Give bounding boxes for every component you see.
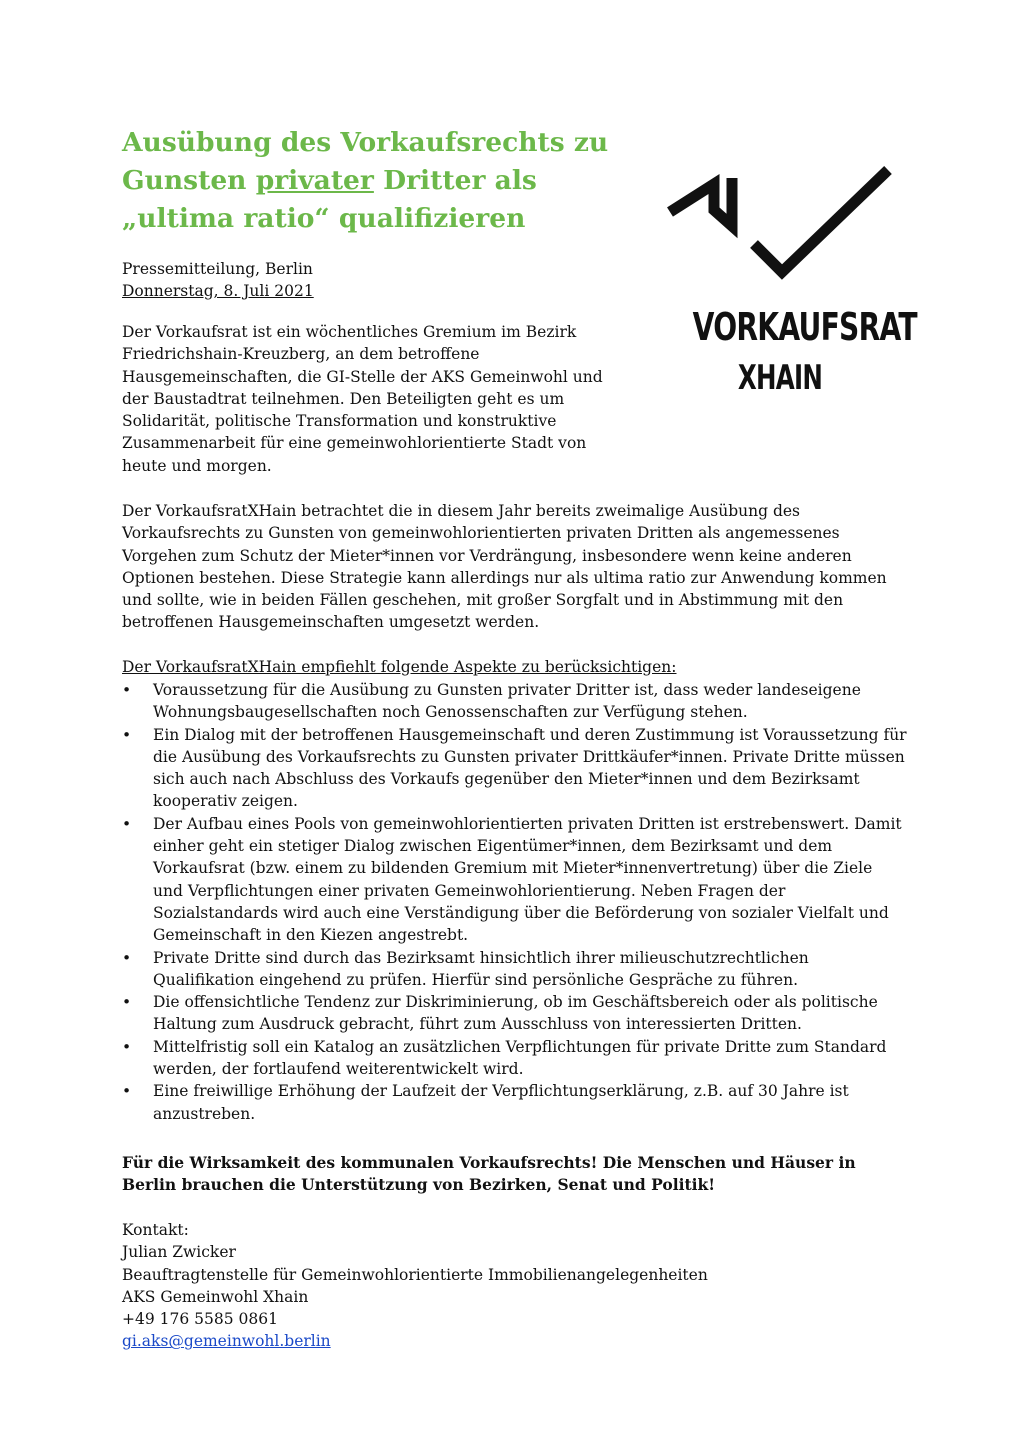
list-item: • Ein Dialog mit der betroffenen Hausgemeinschaft und deren Zustimmung ist Voraussetzung für die Ausübung des Vorkaufsrechts zu Gunsten privater Drittkäufer*innen. Private Dritte müssen sich auch nach Abschluss des Vorkaufs gegenüber den Mieter*innen und dem Bezirksamt kooperativ zeigen. <box>122 724 907 813</box>
list-item: • Eine freiwillige Erhöhung der Laufzeit der Verpflichtungserklärung, z.B. auf 30 Jahre ist anzustreben. <box>122 1080 907 1125</box>
title-line-2-end: Dritter als <box>373 165 537 196</box>
list-item: • Voraussetzung für die Ausübung zu Gunsten privater Dritter ist, dass weder landeseigene Wohnungsbaugesellschaften noch Genossenschaften zur Verfügung stehen. <box>122 679 907 724</box>
press-source: Pressemitteilung, Berlin <box>122 260 313 278</box>
aspects-heading: Der VorkaufsratXHain empfiehlt folgende Aspekte zu berücksichtigen: <box>122 658 677 676</box>
intro-paragraph: Der Vorkaufsrat ist ein wöchentliches Gremium im Bezirk Friedrichshain-Kreuzberg, an dem betroffene Hausgemeinschaften, die GI-Stelle der AKS Gemeinwohl und der Baustadtrat teilnehmen. Den Beteiligten geht es um Solidarität, politische Transformation und konstruktive Zusammenarbeit für eine gemeinwohlorientierte Stadt von heute und morgen. <box>122 323 603 475</box>
checkmark-logo-icon <box>662 162 898 292</box>
list-item: • Mittelfristig soll ein Katalog an zusätzlichen Verpflichtungen für private Dritte zum Standard werden, der fortlaufend weiterentwickelt wird. <box>122 1036 907 1081</box>
press-meta <box>122 258 314 303</box>
vorkaufsrat-logo <box>662 162 917 402</box>
press-date: Donnerstag, 8. Juli 2021 <box>122 282 314 301</box>
contact-phone: +49 176 5585 0861 <box>122 1310 278 1329</box>
title-underlined-word: privater <box>255 165 374 196</box>
contact-email-link[interactable]: gi.aks@gemeinwohl.berlin <box>122 1332 331 1351</box>
list-item: • Der Aufbau eines Pools von gemeinwohlorientierten privaten Dritten ist erstrebenswert. Damit einher geht ein stetiger Dialog zwischen Eigentümer*innen, dem Bezirksamt und dem Vorkaufsrat (bzw. einem zu bildenden Gremium mit Mieter*innenvertretung) über die Ziele und Verpflichtungen einer privaten Gemeinwohlorientierung. Neben Fragen der Sozialstandards wird auch eine Verständigung über die Beförderung von sozialer Vielfalt und Gemeinschaft in den Kiezen angestrebt. <box>122 813 907 947</box>
list-item: • Die offensichtliche Tendenz zur Diskriminierung, ob im Geschäftsbereich oder als politische Haltung zum Ausdruck gebracht, führt zum Ausschluss von interessierten Dritten. <box>122 991 907 1036</box>
contact-role: Beauftragtenstelle für Gemeinwohlorientierte Immobilienangelegenheiten <box>122 1265 708 1284</box>
contact-org: AKS Gemeinwohl Xhain <box>122 1287 309 1306</box>
logo-text-xhain: XHAIN <box>737 358 823 398</box>
aspects-list <box>122 679 907 1125</box>
closing-statement: Für die Wirksamkeit des kommunalen Vorkaufsrechts! Die Menschen und Häuser in Berlin brauchen die Unterstützung von Bezirken, Senat und Politik! <box>122 1153 856 1195</box>
contact-name: Julian Zwicker <box>122 1243 236 1262</box>
logo-text-vorkaufsrat: VORKAUFSRAT <box>692 305 917 349</box>
contact-label: Kontakt: <box>122 1221 189 1239</box>
title-line-2-start: Gunsten <box>122 165 256 196</box>
contact-block <box>122 1219 708 1353</box>
title-line-1: Ausübung des Vorkaufsrechts zu <box>122 127 609 158</box>
page-title <box>122 124 642 238</box>
body-paragraph: Der VorkaufsratXHain betrachtet die in diesem Jahr bereits zweimalige Ausübung des Vorkaufsrechts zu Gunsten von gemeinwohlorientierten privaten Dritten als angemessenes Vorgehen zum Schutz der Mieter*innen vor Verdrängung, insbesondere wenn keine anderen Optionen bestehen. Diese Strategie kann allerdings nur als ultima ratio zur Anwendung kommen und sollte, wie in beiden Fällen geschehen, mit großer Sorgfalt und in Abstimmung mit den betroffenen Hausgemeinschaften umgesetzt werden. <box>122 502 887 632</box>
list-item: • Private Dritte sind durch das Bezirksamt hinsichtlich ihrer milieuschutzrechtlichen Qualifikation eingehend zu prüfen. Hierfür sind persönliche Gespräche zu führen. <box>122 947 907 992</box>
title-line-3: „ultima ratio“ qualifizieren <box>122 203 526 234</box>
